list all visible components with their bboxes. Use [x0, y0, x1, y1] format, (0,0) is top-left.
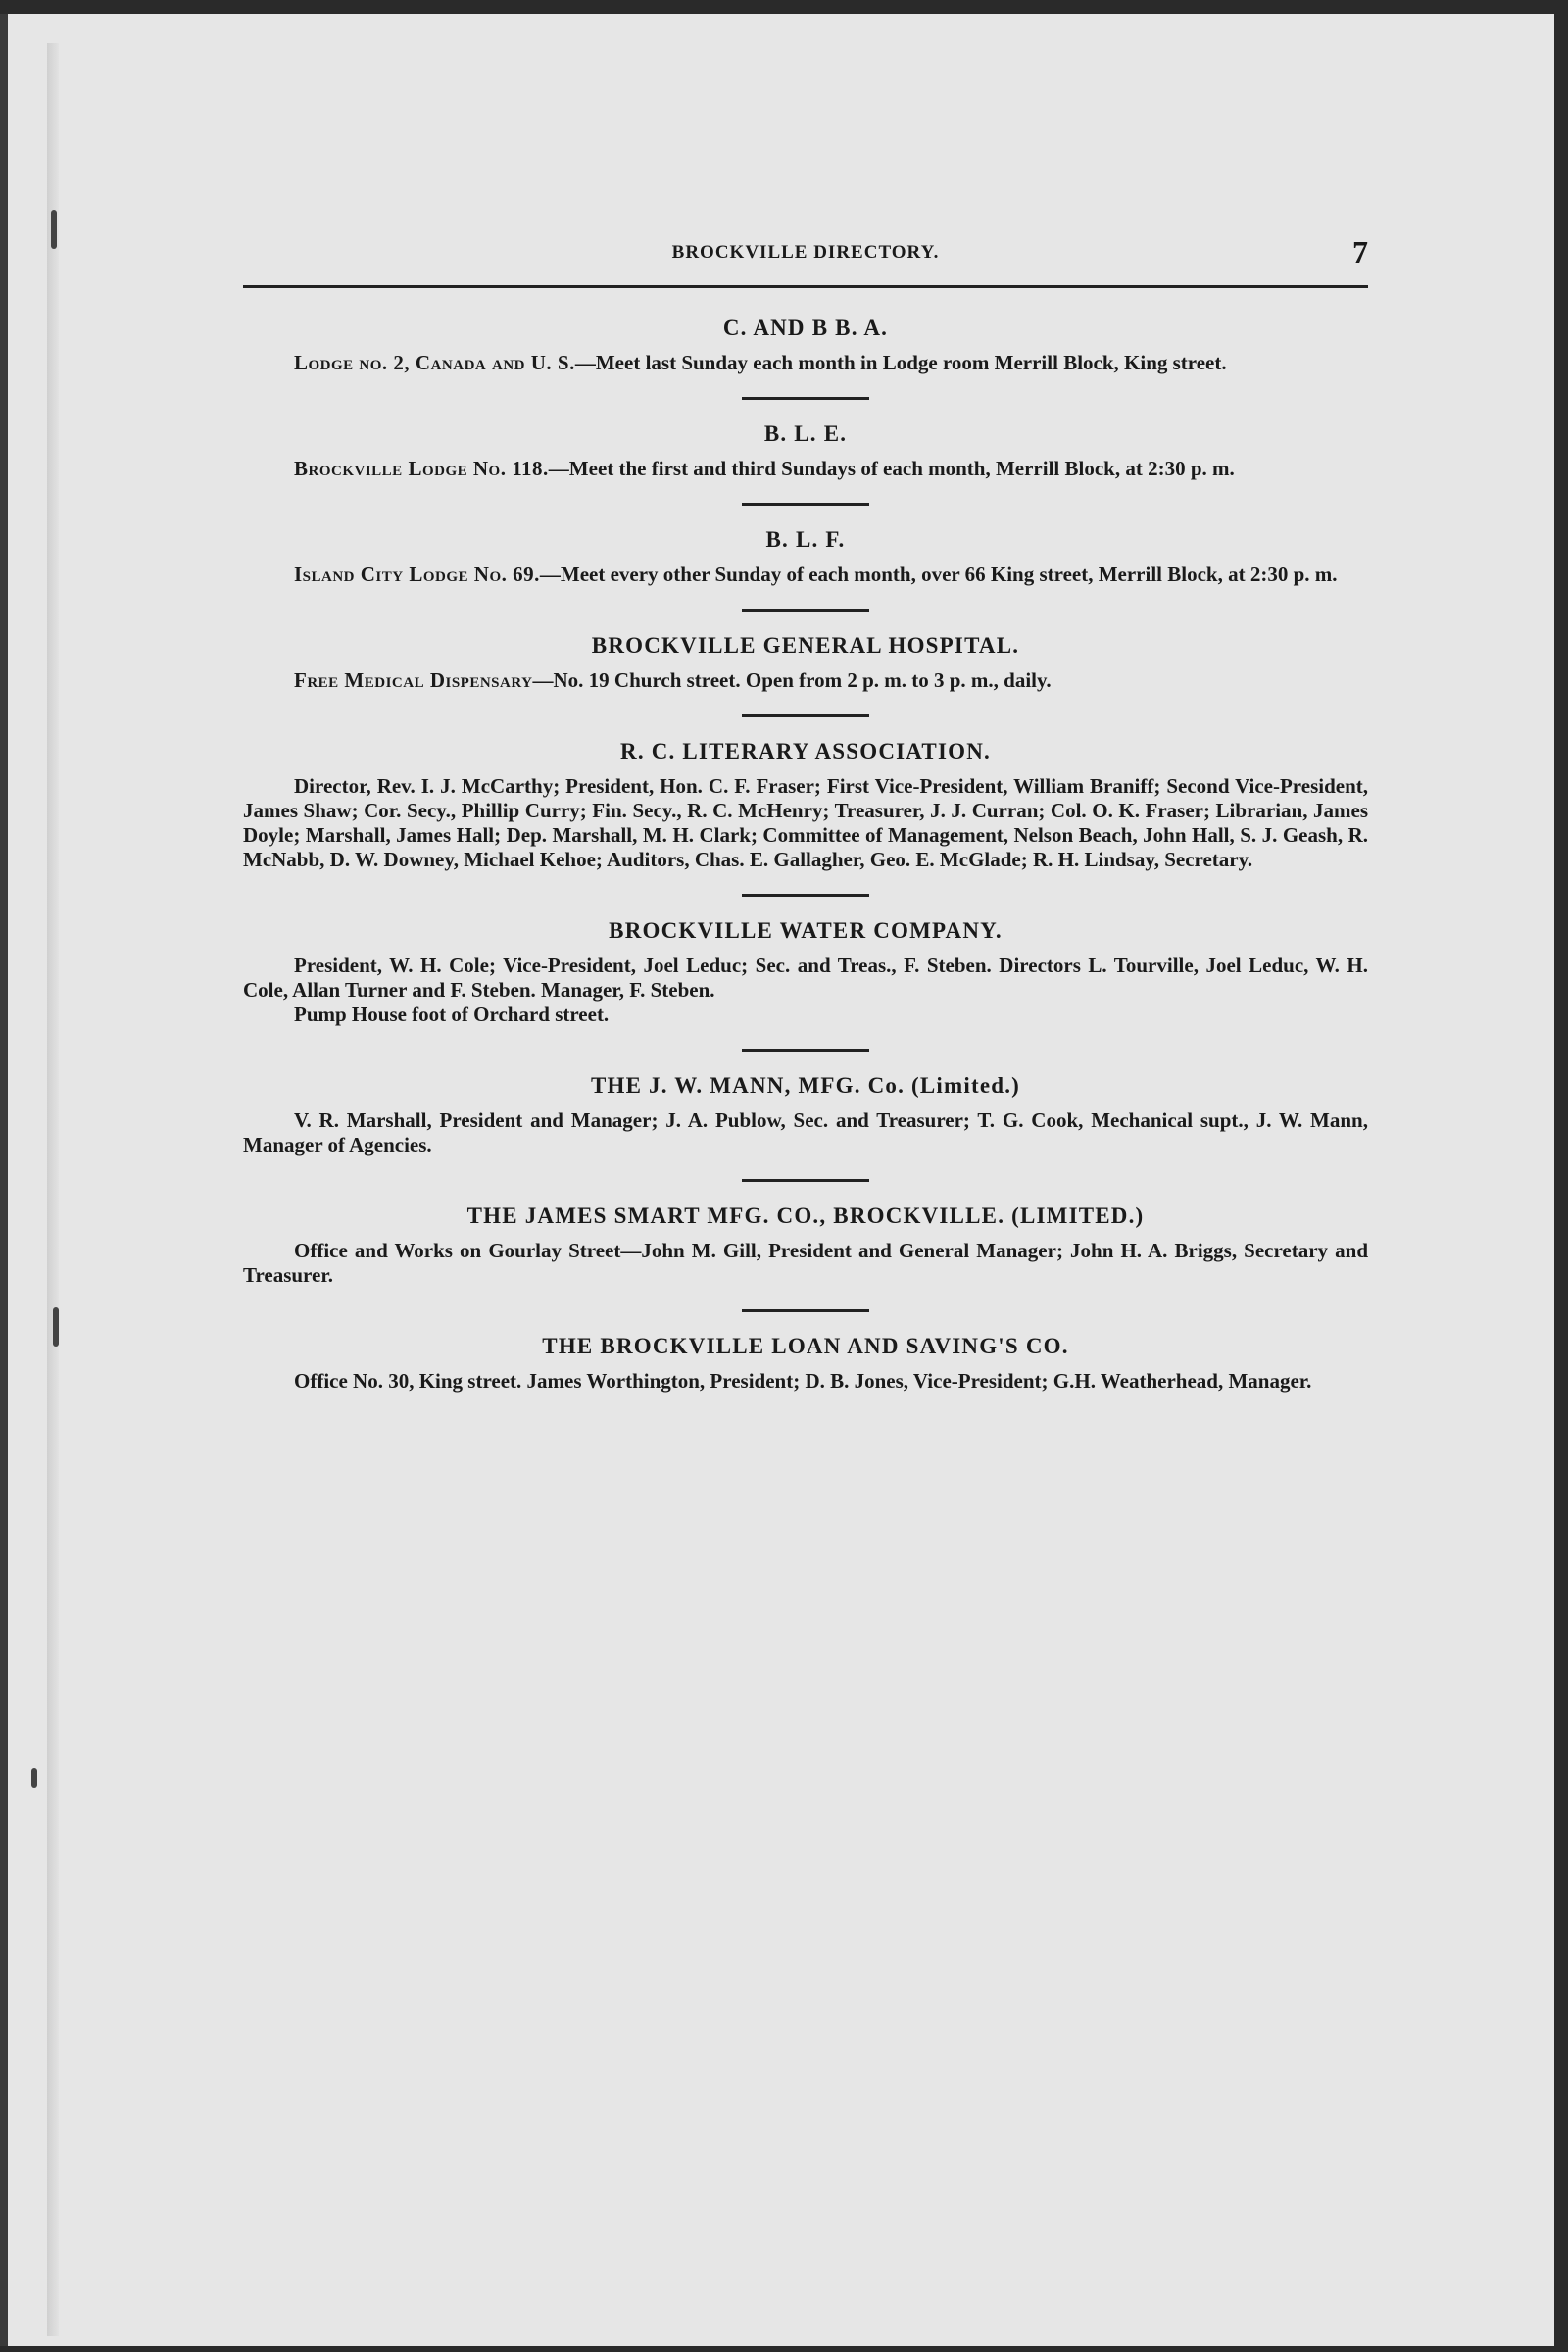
section-body: [243, 1239, 1368, 1288]
section-heading: R. C. LITERARY ASSOCIATION.: [620, 739, 991, 763]
section-body: [243, 954, 1368, 1003]
section-heading: C. AND B B. A.: [722, 316, 889, 340]
section-body: [243, 668, 1368, 693]
directory-section: [243, 421, 1368, 481]
directory-section: [243, 633, 1368, 693]
section-divider: [742, 1309, 869, 1312]
section-heading: BROCKVILLE GENERAL HOSPITAL.: [591, 633, 1020, 658]
header-rule: [243, 285, 1368, 288]
margin-mark: [31, 1768, 37, 1788]
directory-section: [243, 918, 1368, 1027]
section-body: [243, 351, 1368, 375]
section-divider: [742, 1049, 869, 1052]
section-text: —Meet last Sunday each month in Lodge room Merrill Block, King street.: [574, 351, 1227, 374]
section-text: Office and Works on Gourlay Street—John M. Gill, President and General Manager; John H. A. Briggs, Secretary and Treasurer.: [243, 1239, 1368, 1287]
section-text: —Meet every other Sunday of each month, over 66 King street, Merrill Block, at 2:30 p. m.: [539, 563, 1338, 586]
section-text: Director, Rev. I. J. McCarthy; President, Hon. C. F. Fraser; First Vice-President, William Braniff; Second Vice-President, James Shaw; Cor. Secy., Phillip Curry; Fin. Secy., R. C. McHenry; Treasurer, J. J. Curran; Col. O. K. Fraser; Librarian, James Doyle; Marshall, James Hall; Dep. Marshall, M. H. Clark; Committee of Management, Nelson Beach, John Hall, S. J. Geash, R. McNabb, D. W. Downey, Michael Kehoe; Auditors, Chas. E. Gallagher, Geo. E. McGlade; R. H. Lindsay, Secretary.: [243, 774, 1368, 871]
directory-section: [243, 527, 1368, 587]
running-head-title: BROCKVILLE DIRECTORY.: [671, 242, 940, 263]
running-head: [243, 234, 1368, 273]
scanned-page: [0, 14, 1554, 2346]
section-text: President, W. H. Cole; Vice-President, Joel Leduc; Sec. and Treas., F. Steben. Directors L. Tourville, Joel Leduc, W. H. Cole, Allan Turner and F. Steben. Manager, F. Steben.: [243, 954, 1368, 1002]
section-divider: [742, 397, 869, 400]
section-body: [243, 457, 1368, 481]
margin-mark: [53, 1307, 59, 1347]
section-heading: BROCKVILLE WATER COMPANY.: [609, 918, 1003, 943]
page-number: 7: [1352, 234, 1368, 270]
section-heading: B. L. F.: [765, 527, 846, 552]
section-text: V. R. Marshall, President and Manager; J. A. Publow, Sec. and Treasurer; T. G. Cook, Mechanical supt., J. W. Mann, Manager of Agencies.: [243, 1108, 1368, 1156]
section-heading: THE J. W. MANN, MFG. Co. (Limited.): [590, 1073, 1021, 1098]
section-lead: Island City Lodge No. 69.: [294, 563, 540, 586]
section-divider: [742, 714, 869, 717]
section-divider: [742, 503, 869, 506]
directory-section: [243, 739, 1368, 872]
margin-mark: [51, 210, 57, 249]
section-extra: Pump House foot of Orchard street.: [294, 1003, 610, 1026]
section-heading: B. L. E.: [763, 421, 848, 446]
section-divider: [742, 609, 869, 612]
section-divider: [742, 894, 869, 897]
directory-section: [243, 1203, 1368, 1288]
section-body: [243, 774, 1368, 872]
section-body: [243, 563, 1368, 587]
section-body: [243, 1108, 1368, 1157]
section-body: [243, 1369, 1368, 1394]
section-lead: Free Medical Dispensary: [294, 668, 533, 692]
directory-section: [243, 1073, 1368, 1157]
page-gutter: [47, 43, 59, 2336]
section-text: Office No. 30, King street. James Worthington, President; D. B. Jones, Vice-President; G.H. Weatherhead, Manager.: [294, 1369, 1312, 1393]
directory-section: [243, 1334, 1368, 1394]
section-text: —Meet the first and third Sundays of each month, Merrill Block, at 2:30 p. m.: [548, 457, 1235, 480]
section-text: —No. 19 Church street. Open from 2 p. m. to 3 p. m., daily.: [532, 668, 1052, 692]
directory-sections: [243, 316, 1368, 1394]
section-divider: [742, 1179, 869, 1182]
directory-section: [243, 316, 1368, 375]
section-heading: THE BROCKVILLE LOAN AND SAVING'S CO.: [542, 1334, 1069, 1358]
section-lead: Lodge no. 2, Canada and U. S.: [294, 351, 575, 374]
section-heading: THE JAMES SMART MFG. CO., BROCKVILLE. (LIMITED.): [466, 1203, 1145, 1228]
section-lead: Brockville Lodge No. 118.: [294, 457, 549, 480]
page-content: [243, 234, 1368, 1394]
